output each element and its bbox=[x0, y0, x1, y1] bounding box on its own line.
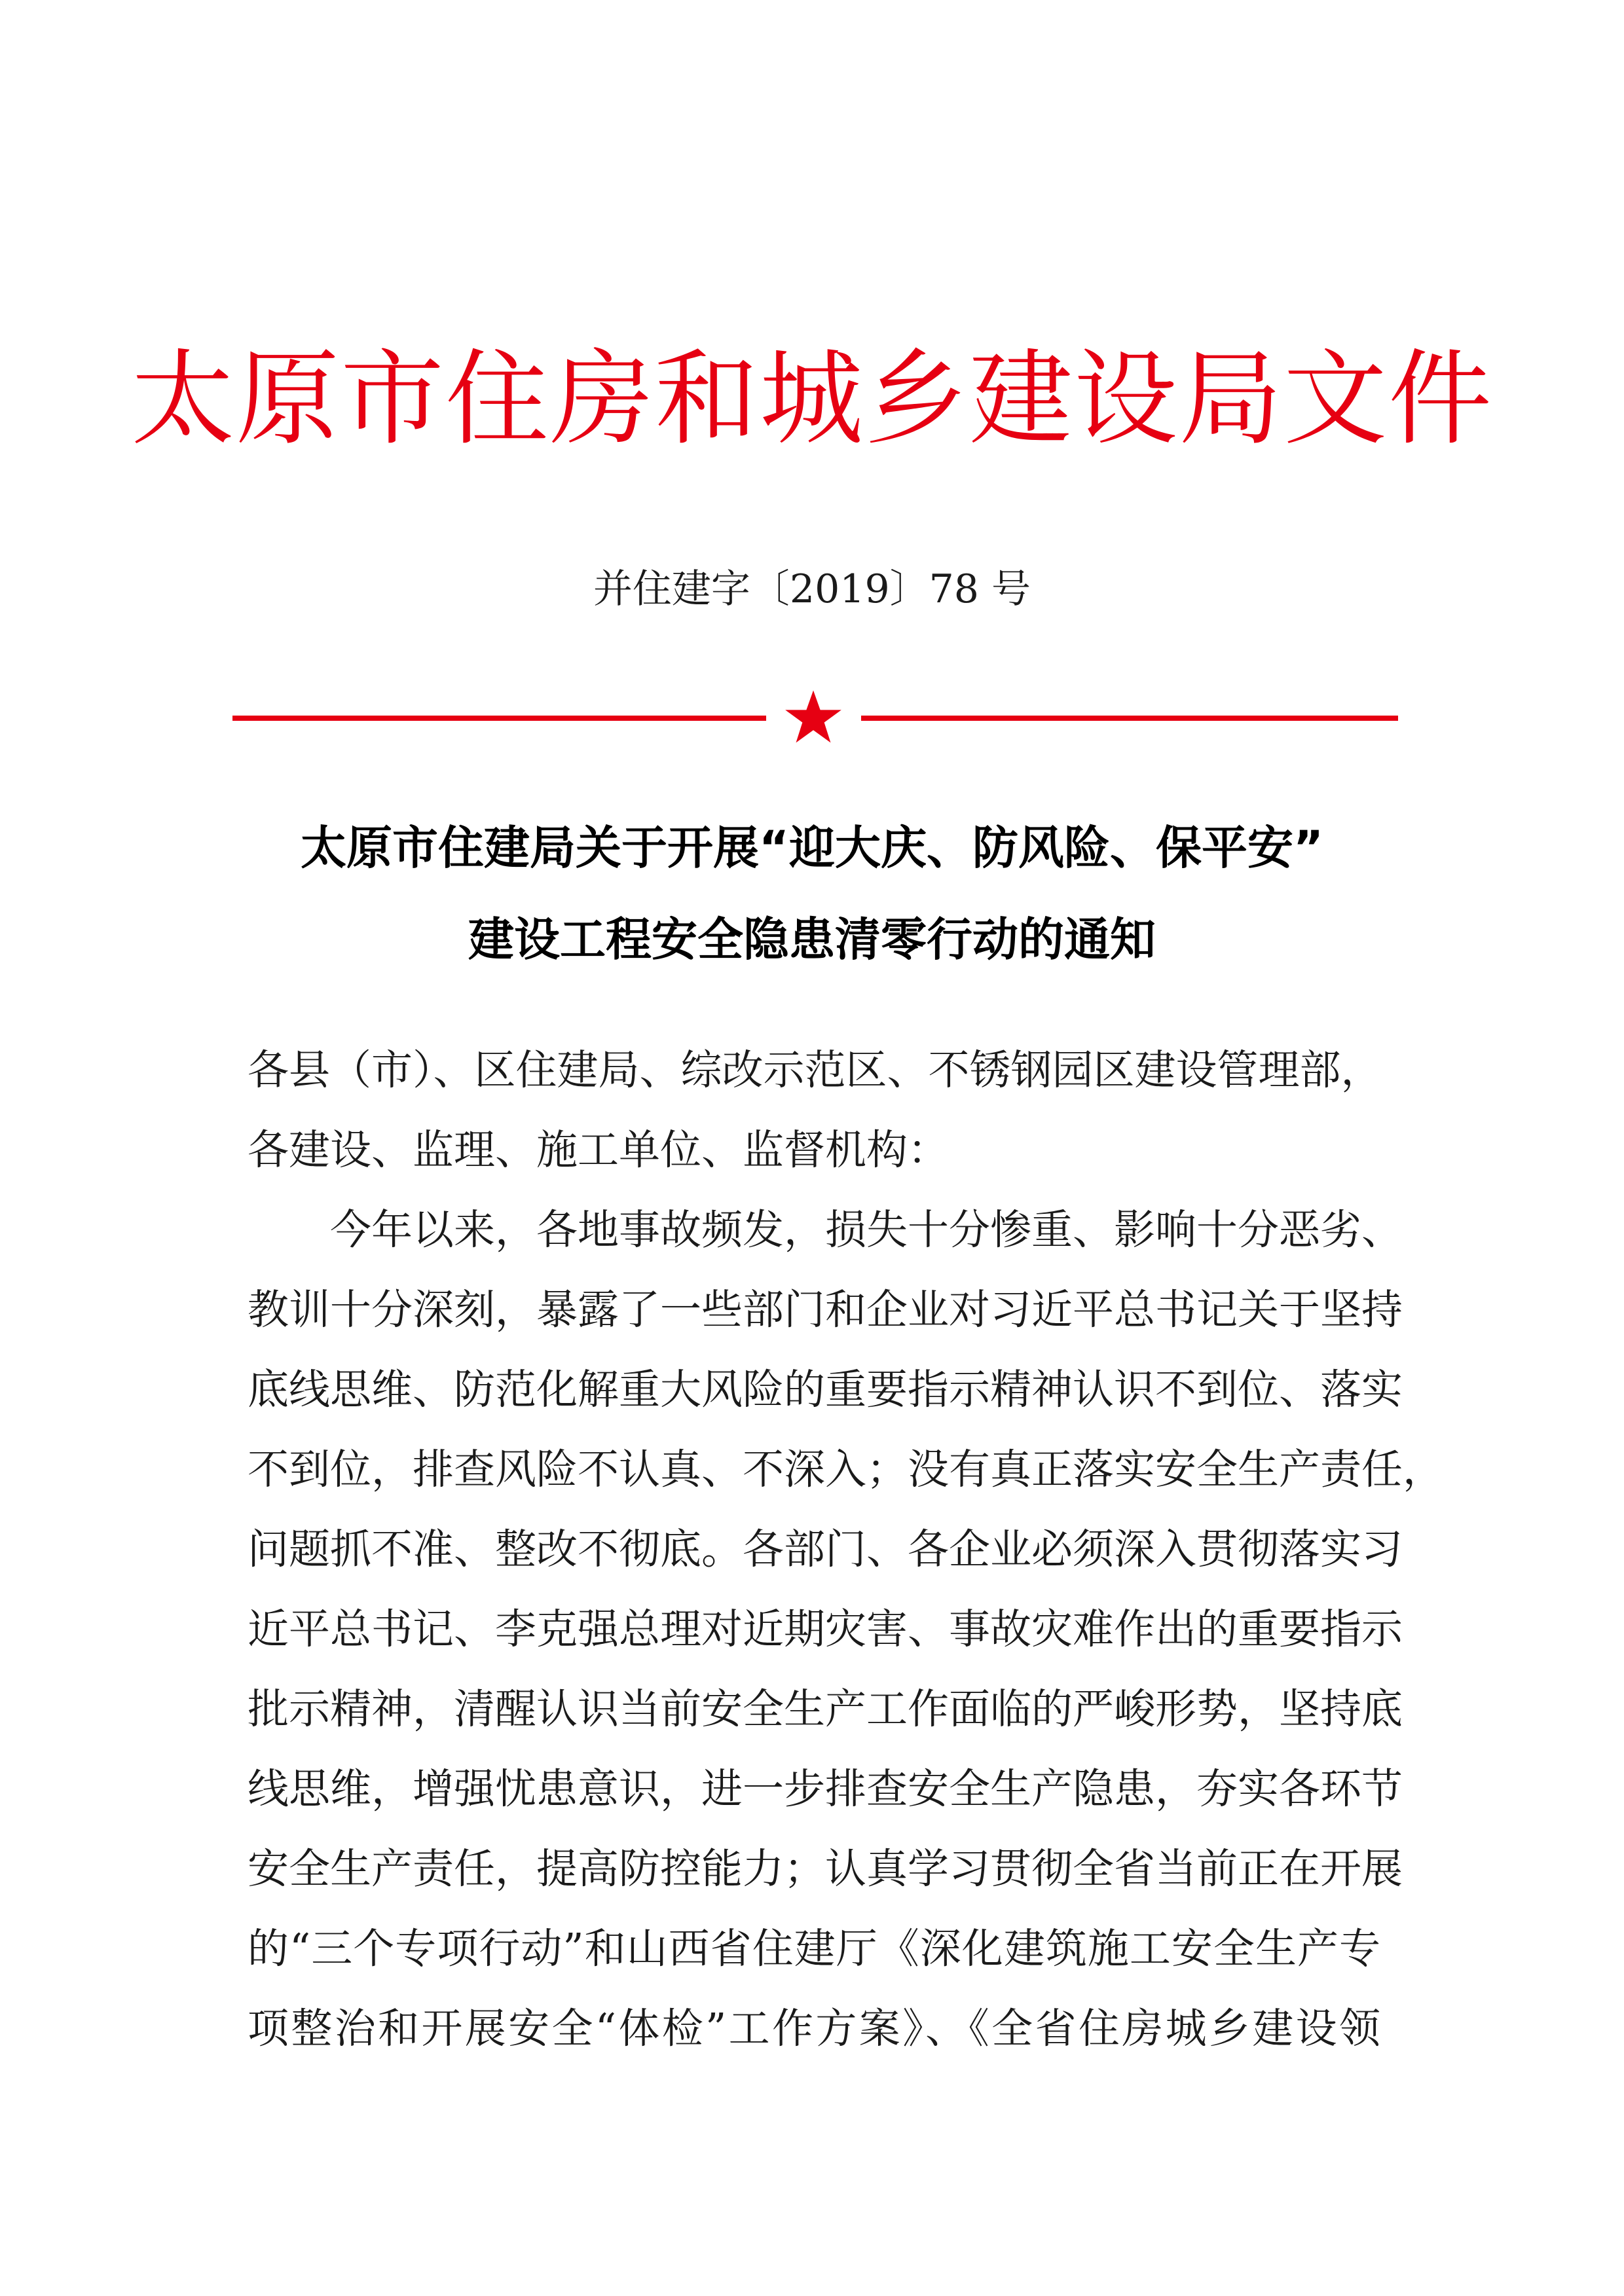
body-line: 教训十分深刻，暴露了一些部门和企业对习近平总书记关于坚持 bbox=[248, 1286, 1403, 1334]
body-line: 问题抓不准、整改不彻底。各部门、各企业必须深入贯彻落实习 bbox=[248, 1525, 1403, 1573]
notice-title-line-1: 太原市住建局关于开展“迎大庆、防风险、保平安” bbox=[300, 821, 1323, 875]
body-line: 各县（市）、区住建局、综改示范区、不锈钢园区建设管理部， bbox=[248, 1046, 1382, 1094]
notice-title-line-2: 建设工程安全隐患清零行动的通知 bbox=[468, 913, 1156, 966]
body-line: 安全生产责任，提高防控能力；认真学习贯彻全省当前正在开展 bbox=[248, 1845, 1403, 1893]
document-number: 并住建字〔2019〕78 号 bbox=[593, 566, 1031, 612]
body-line: 项整治和开展安全“体检”工作方案》、《全省住房城乡建设领 bbox=[248, 2005, 1380, 2052]
body-line: 批示精神，清醒认识当前安全生产工作面临的严峻形势，坚持底 bbox=[248, 1685, 1403, 1733]
red-rule-left bbox=[232, 716, 766, 721]
body-line: 今年以来，各地事故频发，损失十分惨重、影响十分恶劣、 bbox=[248, 1206, 1403, 1254]
star-icon bbox=[784, 687, 843, 746]
body-line: 的“三个专项行动”和山西省住建厅《深化建筑施工安全生产专 bbox=[248, 1925, 1380, 1973]
body-line: 线思维，增强忧患意识，进一步排查安全生产隐患，夯实各环节 bbox=[248, 1765, 1403, 1813]
body-line: 不到位，排查风险不认真、不深入；没有真正落实安全生产责任， bbox=[248, 1446, 1444, 1493]
body-line: 近平总书记、李克强总理对近期灾害、事故灾难作出的重要指示 bbox=[248, 1605, 1403, 1653]
body-line: 各建设、监理、施工单位、监督机构： bbox=[248, 1126, 949, 1174]
body-line: 底线思维、防范化解重大风险的重要指示精神认识不到位、落实 bbox=[248, 1366, 1403, 1413]
issuer-header-title: 太原市住房和城乡建设局文件 bbox=[131, 339, 1493, 460]
red-rule-right bbox=[861, 716, 1398, 721]
